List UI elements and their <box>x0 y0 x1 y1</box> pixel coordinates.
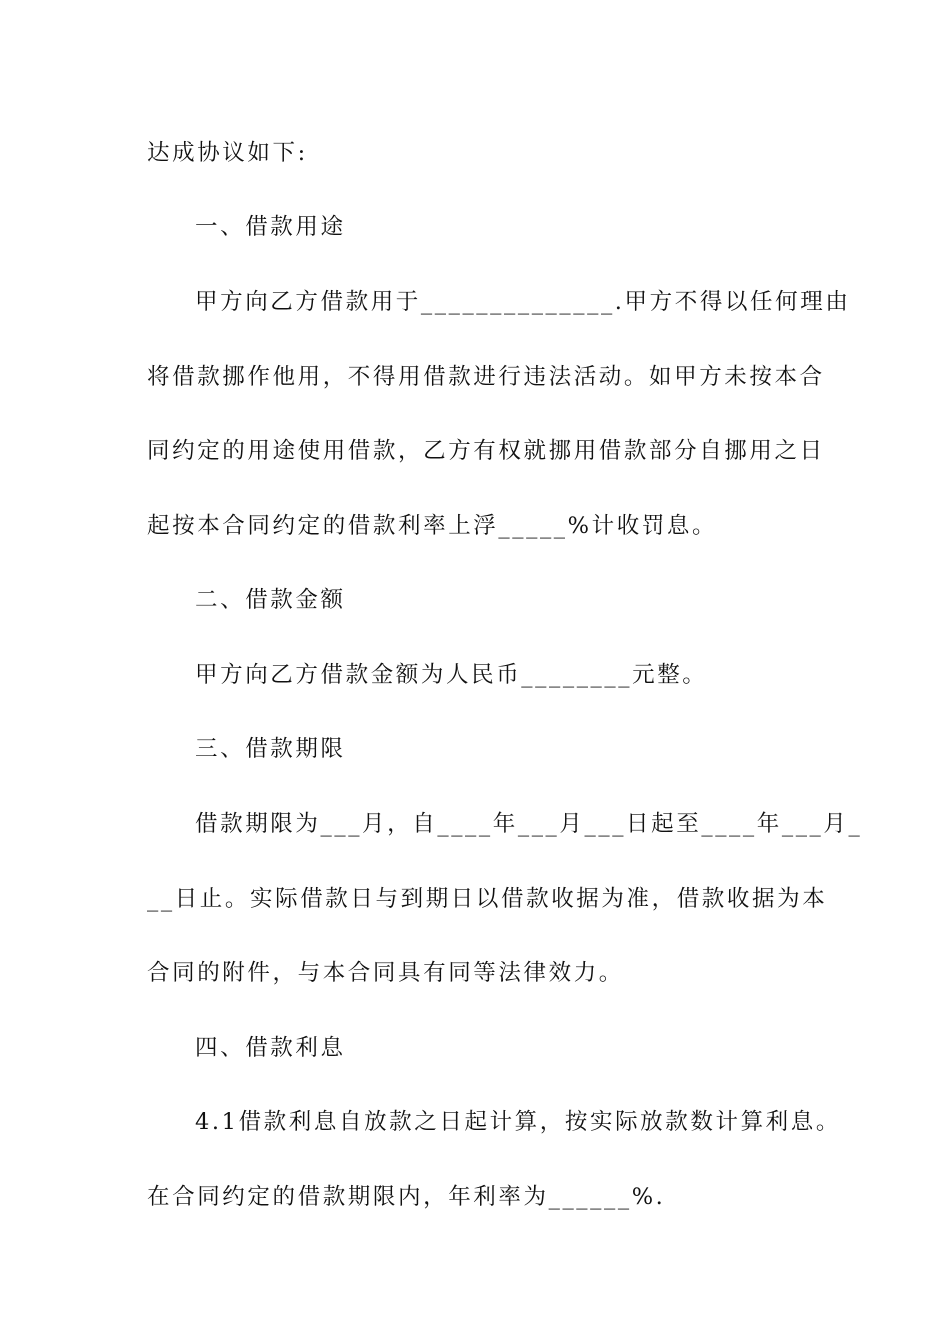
paragraph-line: __日止。实际借款日与到期日以借款收据为准，借款收据为本 <box>147 886 828 912</box>
intro-line: 达成协议如下: <box>147 140 308 166</box>
paragraph-line: 同约定的用途使用借款，乙方有权就挪用借款部分自挪用之日 <box>147 438 825 464</box>
section-heading-amount: 二、借款金额 <box>195 587 346 613</box>
section-heading-purpose: 一、借款用途 <box>195 214 346 240</box>
paragraph-line: 将借款挪作他用，不得用借款进行违法活动。如甲方未按本合 <box>147 364 825 390</box>
paragraph-line: 在合同约定的借款期限内，年利率为______%. <box>147 1184 666 1210</box>
paragraph-line: 4.1借款利息自放款之日起计算，按实际放款数计算利息。 <box>195 1109 841 1135</box>
paragraph-line: 借款期限为___月，自____年___月___日起至____年___月_ <box>195 811 863 837</box>
paragraph-line: 合同的附件，与本合同具有同等法律效力。 <box>147 960 624 986</box>
paragraph-line: 起按本合同约定的借款利率上浮_____%计收罚息。 <box>147 513 718 539</box>
section-heading-term: 三、借款期限 <box>195 736 346 762</box>
paragraph-line: 甲方向乙方借款用于______________.甲方不得以任何理由 <box>195 289 851 315</box>
section-heading-interest: 四、借款利息 <box>195 1035 346 1061</box>
paragraph-line: 甲方向乙方借款金额为人民币________元整。 <box>195 662 708 688</box>
